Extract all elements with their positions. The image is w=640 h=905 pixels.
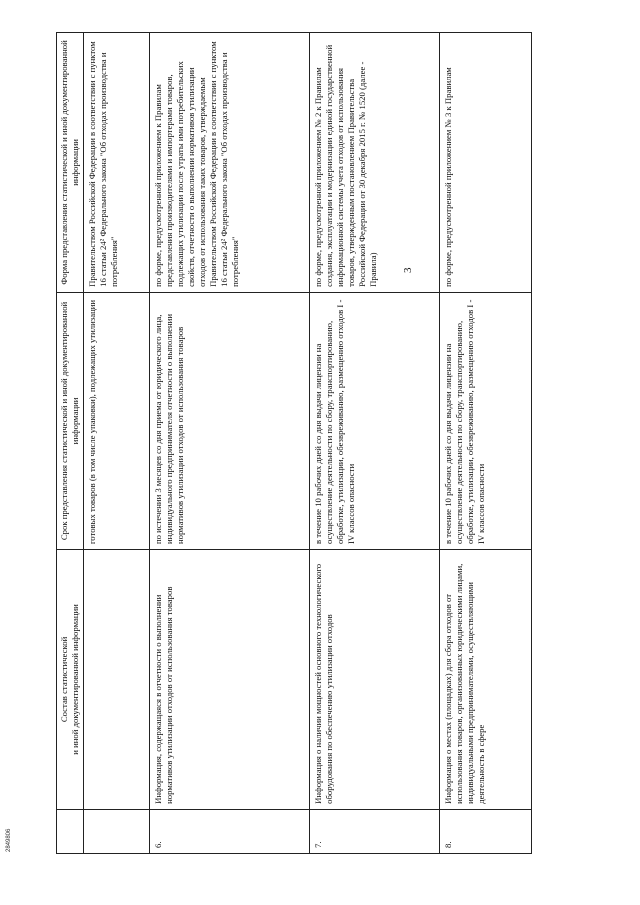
row-num bbox=[84, 809, 150, 853]
row-form: по форме, предусмотренной приложением № 3 к Правилам bbox=[440, 33, 532, 293]
table-row bbox=[310, 33, 440, 854]
document-stamp: 2849806 bbox=[6, 828, 12, 852]
row-form: по форме, предусмотренной приложением № 2 к Правилам создания, эксплуатации и модернизации единой государственной информационной системы учета отходов от использования товаров, утвержденным постановлением Правительства Российской Федерации от 30 декабря 2015 г. № 1520 (далее - Правила) bbox=[310, 33, 440, 293]
page-number: 3 bbox=[402, 267, 414, 273]
row-composition bbox=[84, 550, 150, 810]
row-composition: Информация о наличии мощностей основного технологического оборудования по обеспечению утилизации отходов bbox=[310, 550, 440, 810]
table-header-row bbox=[57, 33, 84, 854]
row-term: в течение 10 рабочих дней со дня выдачи лицензии на осуществление деятельности по сбору, транспортированию, обработке, утилизации, обезвреживанию, размещению отходов I - IV классов опасности bbox=[310, 292, 440, 549]
row-composition: Информация о местах (площадках) для сбора отходов от использования товаров, организованных юридическими лицами, индивидуальными предпринимателями, осуществляющими деятельность в сфере bbox=[440, 550, 532, 810]
header-composition: Состав статистической и иной документированной информации bbox=[57, 550, 84, 810]
header-num bbox=[57, 809, 84, 853]
header-term: Срок представления статистической и иной документированной информации bbox=[57, 292, 84, 549]
row-term: в течение 10 рабочих дней со дня выдачи лицензии на осуществление деятельности по сбору, транспортированию, обработке, утилизации, обезвреживанию, размещению отходов I - IV классов опасности bbox=[440, 292, 532, 549]
row-num: 8. bbox=[440, 809, 532, 853]
table-row bbox=[440, 33, 532, 854]
table-row bbox=[84, 33, 150, 854]
row-form: по форме, предусмотренной приложением к Правилам представления производителями и импортерами товаров, подлежащих утилизации после утраты ими потребительских свойств, отчетности о выполнении нормативов утилизации отходов от использования таких товаров, утверждаемым Правительством Российской Федерации в соответствии с пунктом 16 статьи 24² Федерального закона "Об отходах производства и потребления" bbox=[150, 33, 310, 293]
row-composition: Информация, содержащаяся в отчетности о выполнении нормативов утилизации отходов от использования товаров bbox=[150, 550, 310, 810]
table-row bbox=[150, 33, 310, 854]
row-form: Правительством Российской Федерации в соответствии с пунктом 16 статьи 24² Федерального закона "Об отходах производства и потребления" bbox=[84, 33, 150, 293]
row-term: готовых товаров (в том числе упаковки), подлежащих утилизации bbox=[84, 292, 150, 549]
row-term: по истечении 3 месяцев со дня приема от юридического лица, индивидуального предпринимателя отчетности о выполнении нормативов утилизации отходов от использования товаров bbox=[150, 292, 310, 549]
header-form: Форма представления статистической и иной документированной информации bbox=[57, 33, 84, 293]
rotated-table-block bbox=[56, 32, 616, 854]
row-num: 7. bbox=[310, 809, 440, 853]
information-table bbox=[56, 32, 532, 854]
row-num: 6. bbox=[150, 809, 310, 853]
